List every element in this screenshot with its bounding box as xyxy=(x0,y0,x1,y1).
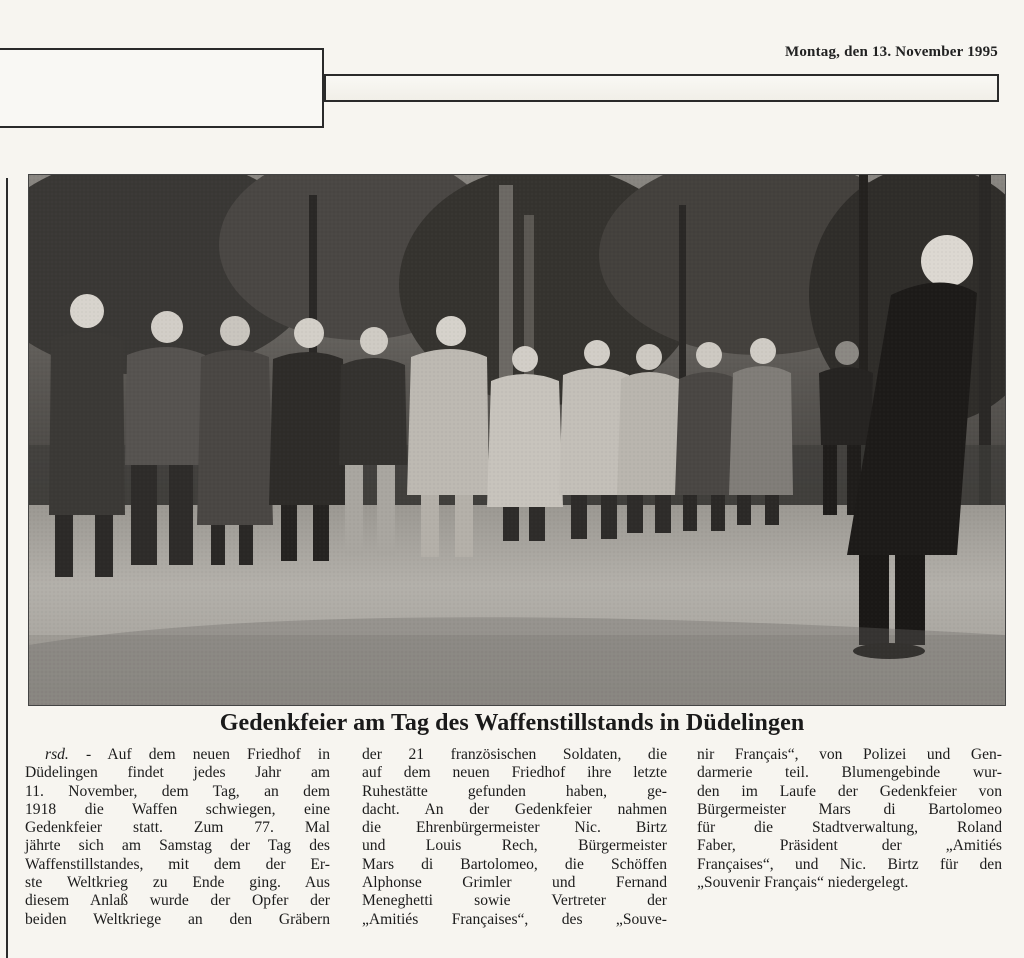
text-line: beiden Weltkriege an den Gräbern xyxy=(25,910,330,928)
ceremony-photo xyxy=(28,174,1006,706)
text-line: auf dem neuen Friedhof ihre letzte xyxy=(362,764,667,782)
text-line xyxy=(25,746,330,764)
text-line: nir Français“, von Polizei und Gen- xyxy=(697,746,1002,763)
text-line: für die Stadtverwaltung, Roland xyxy=(697,819,1002,837)
text-line: dacht. An der Gedenkfeier nahmen xyxy=(362,800,667,818)
text-line: Mars di Bartolomeo, die Schöffen xyxy=(362,855,667,873)
text-line: und Louis Rech, Bürgermeister xyxy=(362,837,667,855)
article-byline: rsd. xyxy=(45,746,69,763)
text-line: Bürgermeister Mars di Bartolomeo xyxy=(697,800,1002,818)
text-line: Gedenkfeier statt. Zum 77. Mal xyxy=(25,819,330,837)
text-line: Ruhestätte gefunden haben, ge- xyxy=(362,782,667,800)
text-line: Faber, Präsident der „Amitiés xyxy=(697,837,1002,855)
masthead-bar xyxy=(324,74,999,102)
text-line: darmerie teil. Blumengebinde wur- xyxy=(697,764,1002,782)
text-line: 1918 die Waffen schwiegen, eine xyxy=(25,800,330,818)
text-line: die Ehrenbürgermeister Nic. Birtz xyxy=(362,819,667,837)
text-line: diesem Anlaß wurde der Opfer der xyxy=(25,892,330,910)
text-line-content: - Auf dem neuen Friedhof in xyxy=(68,746,330,763)
text-line: Meneghetti sowie Vertreter der xyxy=(362,892,667,910)
text-line: Françaises“, und Nic. Birtz für den xyxy=(697,855,1002,873)
article-column-3 xyxy=(697,746,1002,892)
text-line: ste Weltkrieg zu Ende ging. Aus xyxy=(25,874,330,892)
masthead-box xyxy=(0,48,324,128)
article-headline: Gedenkfeier am Tag des Waffenstillstands in Düdelingen xyxy=(219,710,805,736)
text-line: der 21 französischen Soldaten, die xyxy=(362,746,667,763)
text-line: Alphonse Grimler und Fernand xyxy=(362,874,667,892)
text-line: 11. November, dem Tag, an dem xyxy=(25,782,330,800)
text-line: jährte sich am Samstag der Tag des xyxy=(25,837,330,855)
text-line: den im Laufe der Gedenkfeier von xyxy=(697,782,1002,800)
issue-date: Montag, den 13. November 1995 xyxy=(784,44,998,60)
text-line: „Amitiés Françaises“, des „Souve- xyxy=(362,910,667,928)
text-line: Düdelingen findet jedes Jahr am xyxy=(25,764,330,782)
article-column-1 xyxy=(25,746,330,929)
text-line: Waffenstillstandes, mit dem der Er- xyxy=(25,855,330,873)
text-line: „Souvenir Français“ niedergelegt. xyxy=(697,874,909,892)
margin-rule xyxy=(6,178,8,958)
article-column-2 xyxy=(362,746,667,929)
